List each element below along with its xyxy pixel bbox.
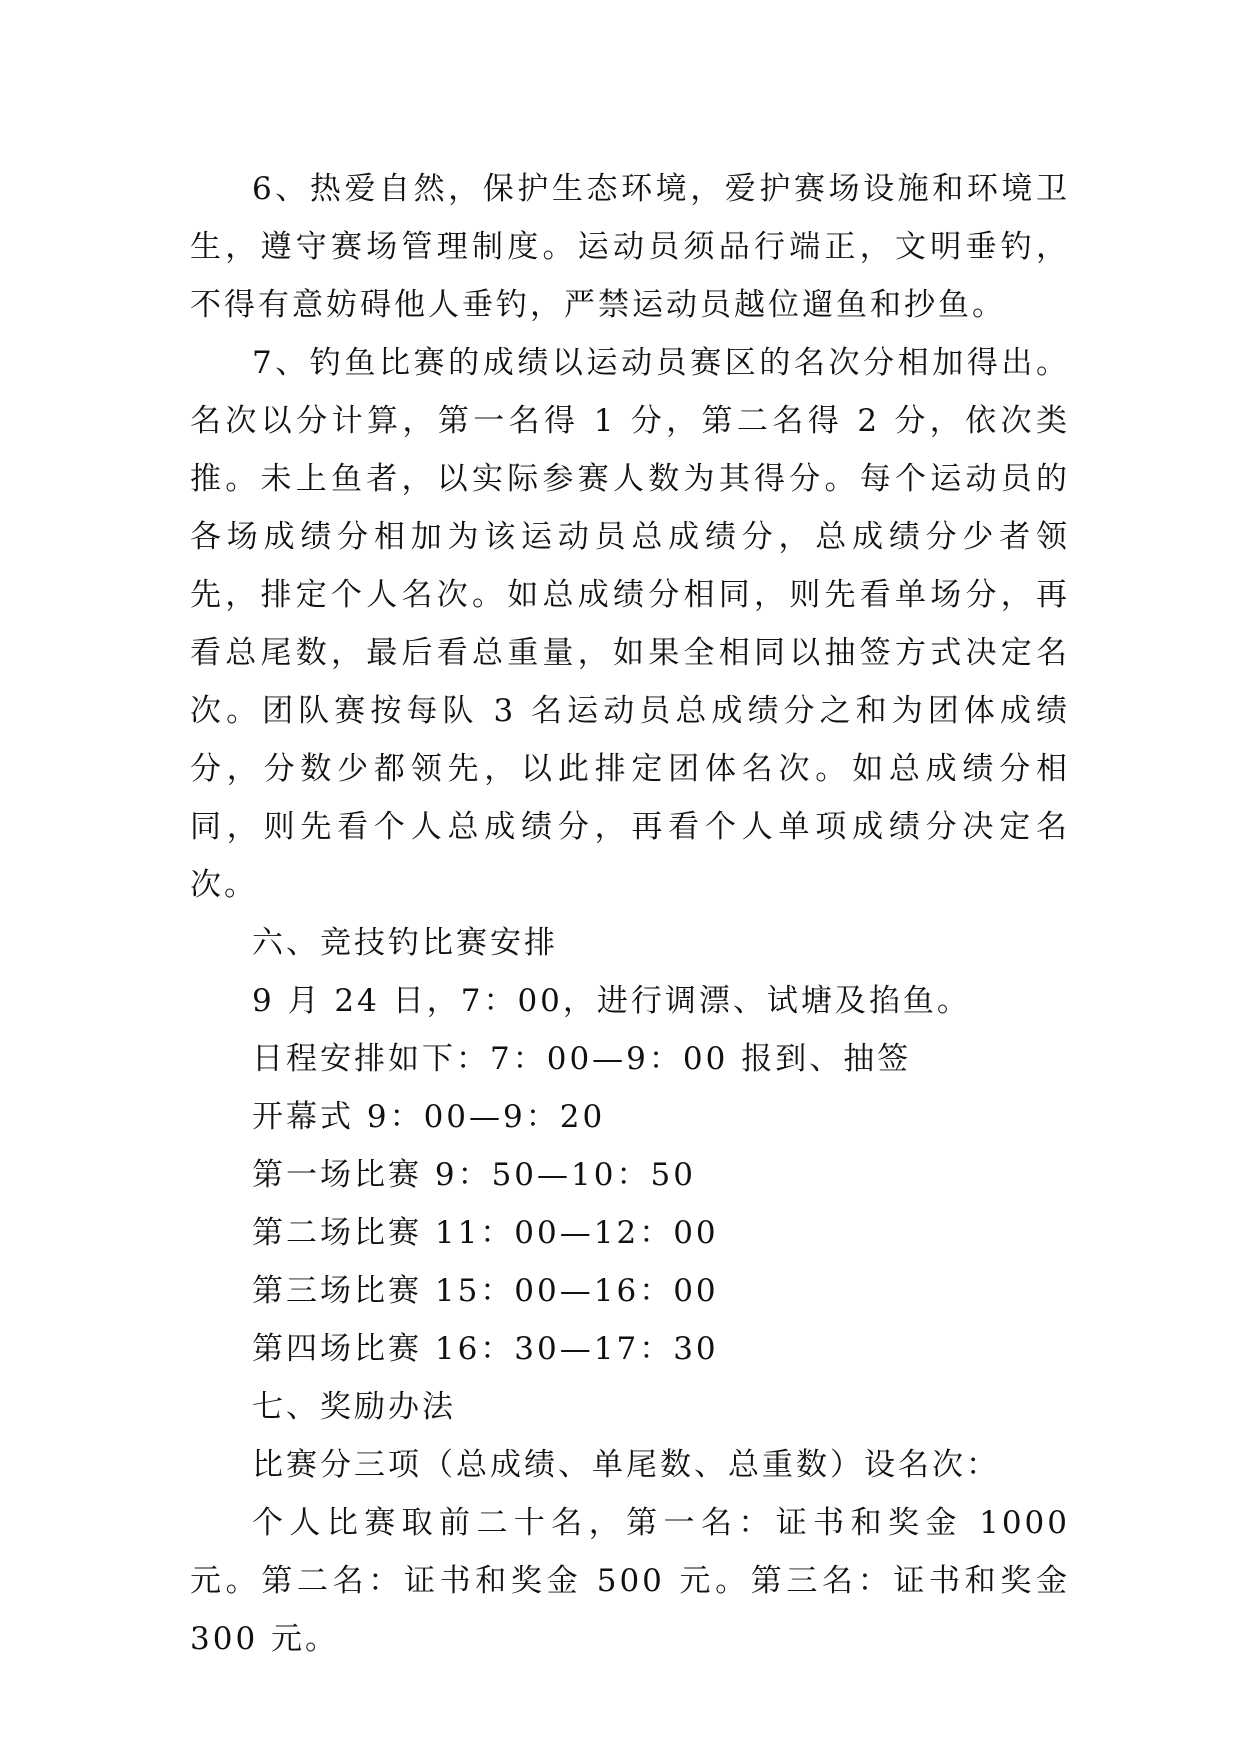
rule-paragraph-6: 6、热爱自然，保护生态环境，爱护赛场设施和环境卫生，遵守赛场管理制度。运动员须品行端正，文明垂钓，不得有意妨碍他人垂钓，严禁运动员越位遛鱼和抄鱼。 [190,171,1070,323]
schedule-line: 第一场比赛 9：50—10：50 [252,1157,696,1193]
schedule-line: 第三场比赛 15：00—16：00 [252,1273,719,1309]
document-body [190,160,1070,1668]
schedule-line: 第二场比赛 11：00—12：00 [252,1215,719,1251]
awards-intro: 比赛分三项（总成绩、单尾数、总重数）设名次： [252,1447,1000,1483]
section-heading-competition-schedule: 六、竞技钓比赛安排 [252,925,558,961]
schedule-line: 开幕式 9：00—9：20 [252,1099,606,1135]
schedule-line: 日程安排如下：7：00—9：00 报到、抽签 [252,1041,912,1077]
section-heading-awards: 七、奖励办法 [252,1389,456,1425]
schedule-line: 第四场比赛 16：30—17：30 [252,1331,719,1367]
schedule-line: 9 月 24 日，7：00，进行调漂、试塘及掐鱼。 [252,983,971,1019]
awards-paragraph: 个人比赛取前二十名，第一名：证书和奖金 1000 元。第二名：证书和奖金 500 元。第三名：证书和奖金 300 元。 [190,1505,1070,1657]
rule-paragraph-7: 7、钓鱼比赛的成绩以运动员赛区的名次分相加得出。名次以分计算，第一名得 1 分，第二名得 2 分，依次类推。未上鱼者，以实际参赛人数为其得分。每个运动员的各场成绩分相加为该运动员总成绩分，总成绩分少者领先，排定个人名次。如总成绩分相同，则先看单场分，再看总尾数，最后看总重量，如果全相同以抽签方式决定名次。团队赛按每队 3 名运动员总成绩分之和为团体成绩分，分数少都领先，以此排定团体名次。如总成绩分相同，则先看个人总成绩分，再看个人单项成绩分决定名次。 [190,345,1070,903]
